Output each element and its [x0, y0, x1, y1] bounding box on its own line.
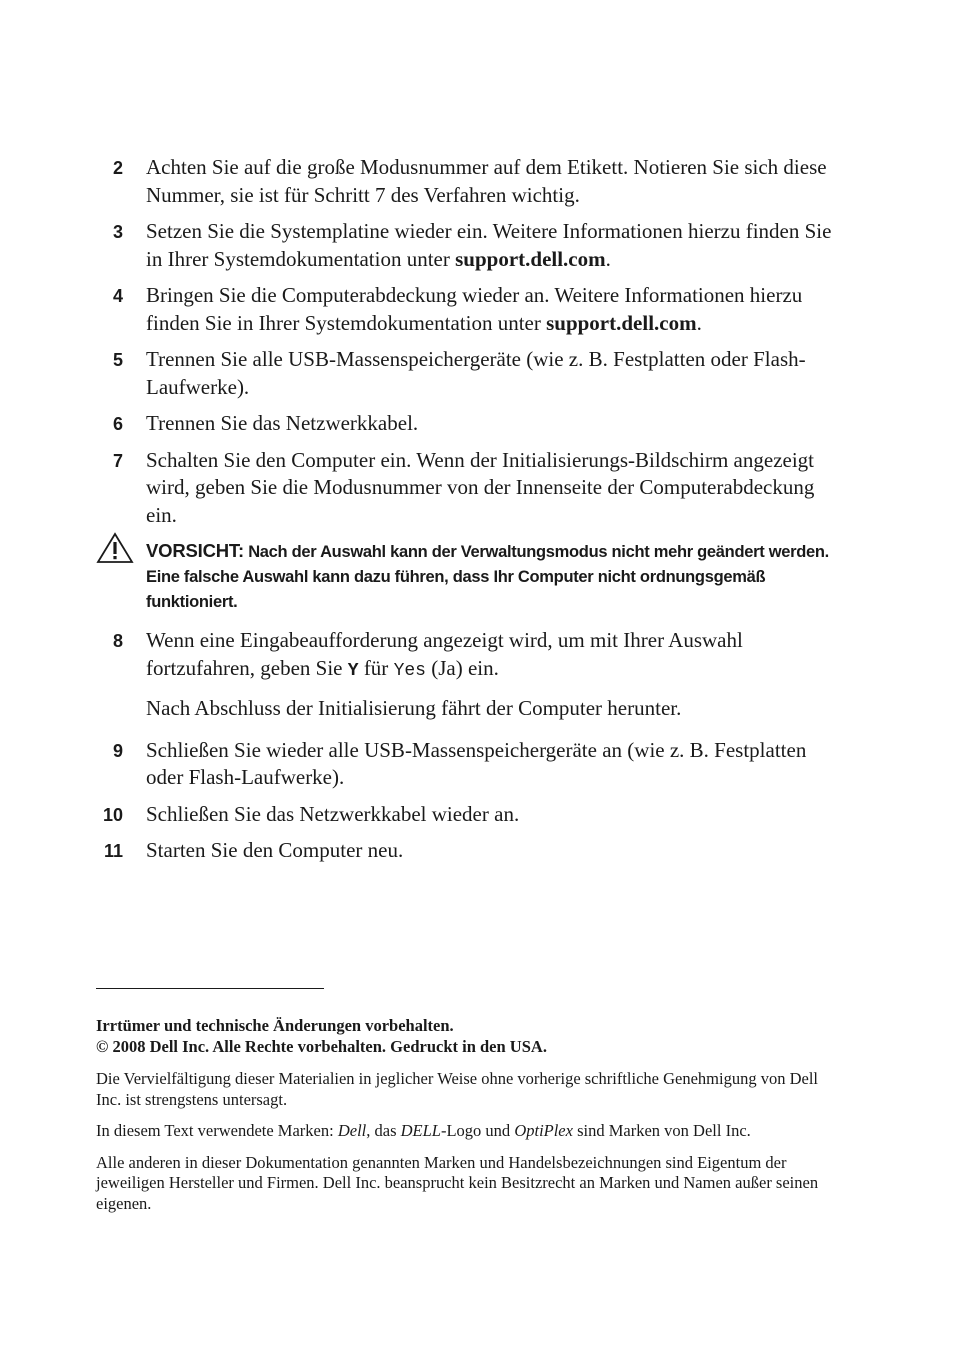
- copyright-block: [96, 1016, 836, 1057]
- step-text-wrapper: [146, 218, 836, 273]
- trademark-text: In diesem Text verwendete Marken:: [96, 1121, 338, 1140]
- step-11: [96, 837, 836, 865]
- step-text: Achten Sie auf die große Modusnummer auf dem Etikett. Notieren Sie sich diese Nummer, sie ist für Schritt 7 des Verfahren wichtig.: [146, 155, 827, 207]
- step-9: [96, 737, 836, 792]
- step-text: Starten Sie den Computer neu.: [146, 838, 404, 862]
- caution-label: VORSICHT:: [146, 540, 244, 561]
- disclaimer-line: Irrtümer und technische Änderungen vorbehalten.: [96, 1016, 454, 1035]
- step-number: 5: [112, 350, 123, 370]
- step-number: 3: [112, 222, 123, 242]
- step-5: [96, 346, 836, 401]
- step-text: Schließen Sie das Netzwerkkabel wieder an.: [146, 801, 520, 826]
- step-number: 9: [112, 740, 123, 761]
- step-text-end: .: [696, 310, 702, 335]
- step-number: 6: [112, 414, 123, 434]
- warning-triangle-icon: [96, 532, 134, 564]
- step-number: 8: [112, 631, 123, 651]
- step-note: Nach Abschluss der Initialisierung fährt der Computer herunter.: [146, 696, 682, 720]
- step-number: 11: [103, 841, 123, 861]
- step-text: Wenn eine Eingabeaufforderung angezeigt wird, um mit Ihrer Auswahl fortzufahren, geben Sie: [146, 628, 743, 680]
- trademark-optiplex: OptiPlex: [514, 1121, 573, 1140]
- step-text: Schließen Sie wieder alle USB-Massenspeichergeräte an (wie z. B. Festplatten oder Flash-Laufwerke).: [146, 737, 807, 789]
- trademark-text: -Logo und: [440, 1121, 515, 1140]
- step-3: [96, 218, 836, 273]
- caution-text: Nach der Auswahl kann der Verwaltungsmodus nicht mehr geändert werden. Eine falsche Auswahl kann dazu führen, dass Ihr Computer nicht ordnungsgemäß funktioniert.: [146, 543, 829, 611]
- key-y: Y: [347, 660, 359, 681]
- step-text-wrapper: [146, 627, 836, 685]
- step-text: Trennen Sie das Netzwerkkabel.: [146, 411, 419, 435]
- step-10: [96, 801, 836, 829]
- step-text-end: .: [605, 246, 611, 271]
- step-text: Trennen Sie alle USB-Massenspeichergeräte (wie z. B. Festplatten oder Flash-Laufwerke).: [146, 347, 806, 399]
- reproduction-notice: Die Vervielfältigung dieser Materialien in jeglicher Weise ohne vorherige schriftliche Genehmigung von Dell Inc. ist strengstens untersagt.: [96, 1069, 818, 1109]
- trademark-text: sind Marken von Dell Inc.: [572, 1121, 751, 1140]
- step-number: 2: [112, 158, 123, 178]
- other-trademarks-notice: Alle anderen in dieser Dokumentation genannten Marken und Handelsbezeichnungen sind Eigentum der jeweiligen Hersteller und Firmen. Dell Inc. beansprucht kein Besitzrecht an Marken und Namen außer seinen eigenen.: [96, 1152, 819, 1213]
- step-4: [96, 282, 836, 337]
- step-text: Bringen Sie die Computerabdeckung wieder an. Weitere Informationen hierzu finden Sie in Ihrer Systemdokumentation unter: [146, 283, 803, 335]
- trademark-dell: Dell: [337, 1121, 367, 1140]
- step-number: 10: [102, 804, 123, 825]
- support-link[interactable]: support.dell.com: [546, 310, 697, 335]
- step-number: 7: [112, 450, 123, 471]
- step-text: (Ja) ein.: [425, 655, 499, 680]
- legal-footer: [96, 1016, 836, 1225]
- step-2: [96, 154, 836, 209]
- step-7: [96, 447, 836, 530]
- caution-notice: [96, 538, 836, 615]
- step-text-wrapper: [146, 282, 836, 337]
- step-text: für: [358, 655, 394, 680]
- trademark-dell-logo: DELL: [400, 1121, 441, 1140]
- step-text: Schalten Sie den Computer ein. Wenn der Initialisierungs-Bildschirm angezeigt wird, geben Sie die Modusnummer von der Innenseite der Computerabdeckung ein.: [146, 447, 815, 527]
- trademark-text: , das: [366, 1121, 401, 1140]
- step-number: 4: [112, 286, 123, 306]
- word-yes: Yes: [393, 660, 426, 681]
- footer-divider: [96, 988, 324, 989]
- step-text: Setzen Sie die Systemplatine wieder ein. Weitere Informationen hierzu finden Sie in Ihrer Systemdokumentation unter: [146, 219, 832, 271]
- copyright-line: © 2008 Dell Inc. Alle Rechte vorbehalten. Gedruckt in den USA.: [96, 1036, 547, 1056]
- support-link[interactable]: support.dell.com: [455, 246, 606, 271]
- procedure-steps: [96, 154, 836, 874]
- step-6: [96, 410, 836, 438]
- trademark-notice: [96, 1121, 836, 1142]
- step-8: [96, 627, 836, 723]
